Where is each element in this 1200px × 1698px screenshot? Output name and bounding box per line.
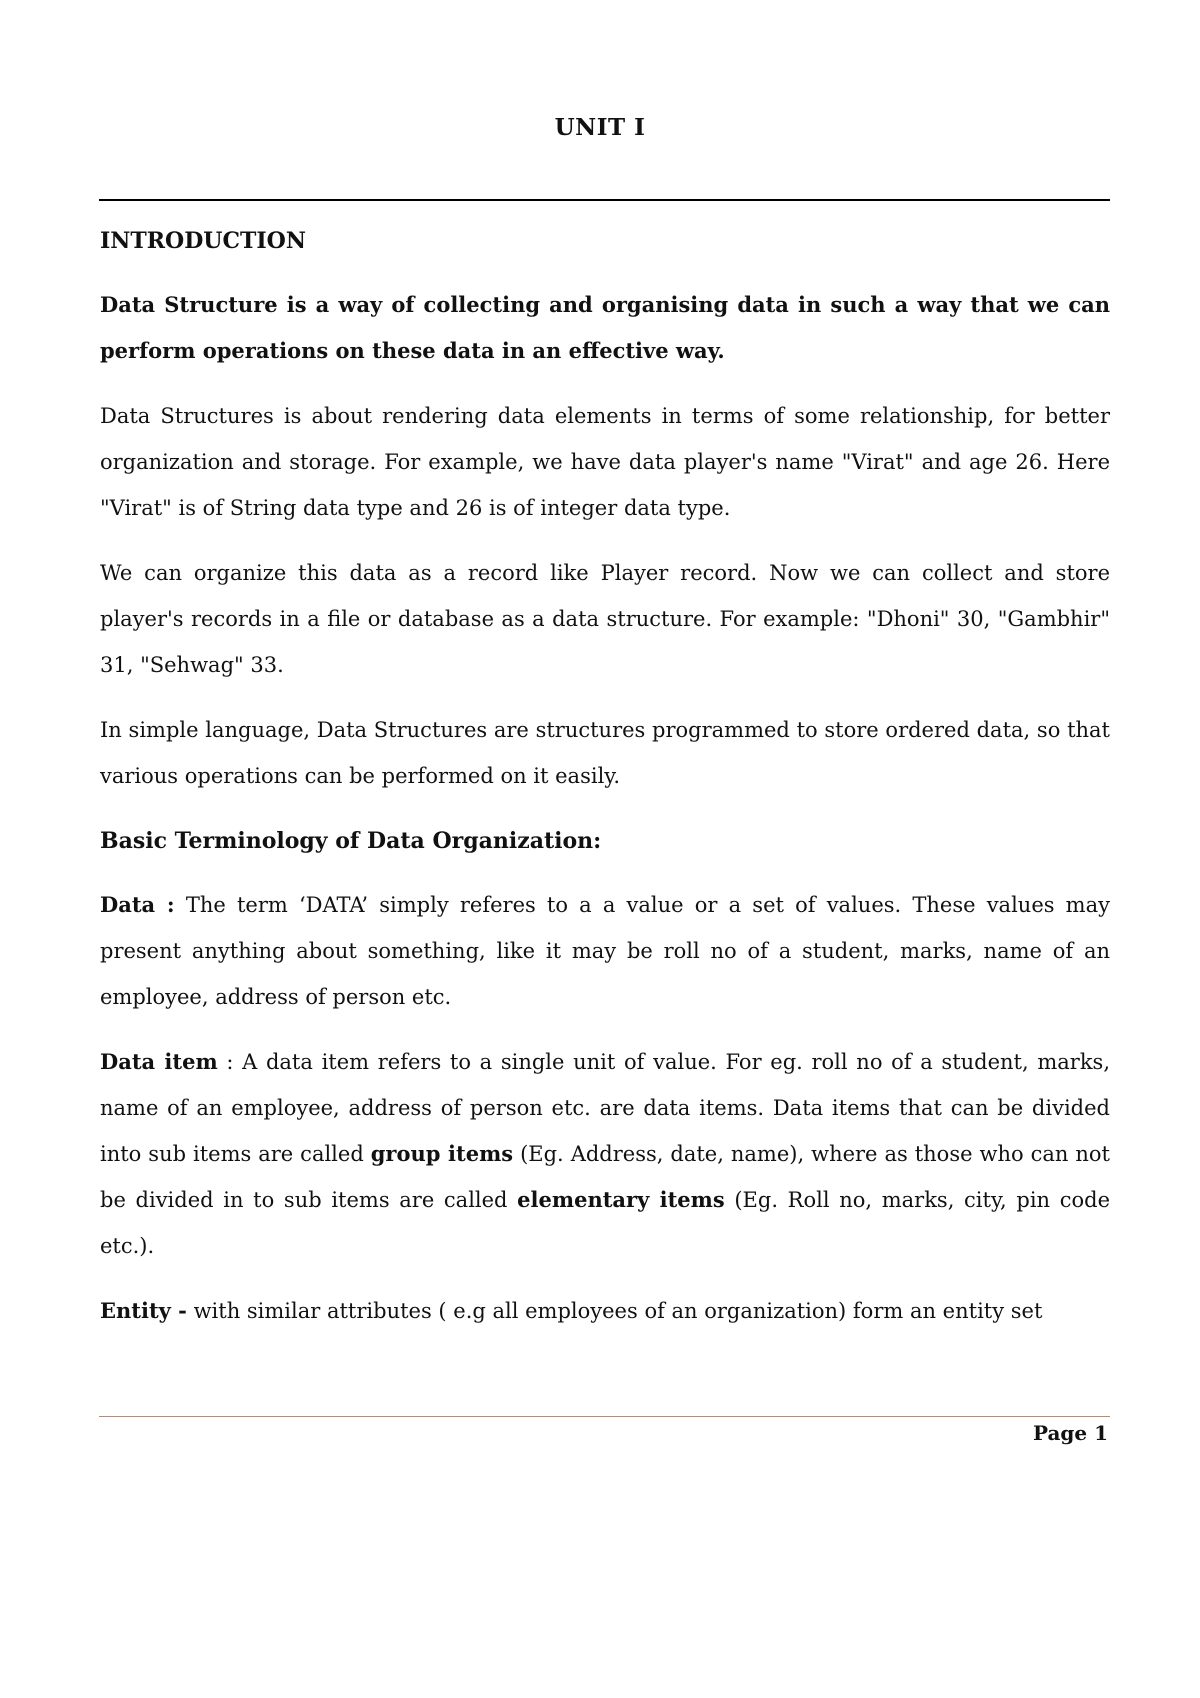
data-item-text-1: : A data item refers to a single unit of value. For eg. roll no of a student, marks, name of an employee, address of person etc. are data items. Data items that can be divided into sub items are called xyxy=(100,1050,1110,1166)
data-structure-definition: Data Structure is a way of collecting and organising data in such a way that we can perform operations on these data in an effective way. xyxy=(100,292,1110,363)
introduction-heading: INTRODUCTION xyxy=(100,228,306,254)
data-item-text-3: (Eg. Roll no, marks, city, pin code etc.). xyxy=(100,1188,1110,1258)
intro-paragraph-1: Data Structures is about rendering data elements in terms of some relationship, for better organization and storage. For example, we have data player's name "Virat" and age 26. Here "Virat" is of String data type and 26 is of integer data type. xyxy=(100,404,1110,520)
title-divider xyxy=(99,199,1110,201)
data-term: Data : xyxy=(100,892,175,917)
entity-definition-text: with similar attributes ( e.g all employees of an organization) form an entity set xyxy=(186,1299,1043,1323)
elementary-items-term: elementary items xyxy=(517,1187,725,1212)
intro-paragraph-2: We can organize this data as a record like Player record. Now we can collect and store player's records in a file or database as a data structure. For example: "Dhoni" 30, "Gambhir" 31, "Sehwag" 33. xyxy=(100,561,1110,677)
group-items-term: group items xyxy=(370,1141,514,1166)
page-content xyxy=(100,218,1110,1353)
footer-divider xyxy=(99,1416,1110,1417)
data-item-term: Data item xyxy=(100,1049,218,1074)
entity-term: Entity - xyxy=(100,1298,187,1323)
data-definition-text: The term ‘DATA’ simply referes to a a value or a set of values. These values may present anything about something, like it may be roll no of a student, marks, name of an employee, address of person etc. xyxy=(100,893,1110,1009)
page-number: Page 1 xyxy=(1032,1421,1108,1445)
intro-paragraph-3: In simple language, Data Structures are structures programmed to store ordered data, so that various operations can be performed on it easily. xyxy=(100,718,1110,788)
data-definition-paragraph xyxy=(100,882,1110,1020)
unit-title: UNIT I xyxy=(554,114,646,141)
data-item-definition-paragraph xyxy=(100,1039,1110,1269)
terminology-heading: Basic Terminology of Data Organization: xyxy=(100,828,602,854)
data-item-text-2: (Eg. Address, date, name), where as those who can not be divided in to sub items are called xyxy=(100,1142,1110,1212)
entity-definition-paragraph xyxy=(100,1288,1110,1334)
